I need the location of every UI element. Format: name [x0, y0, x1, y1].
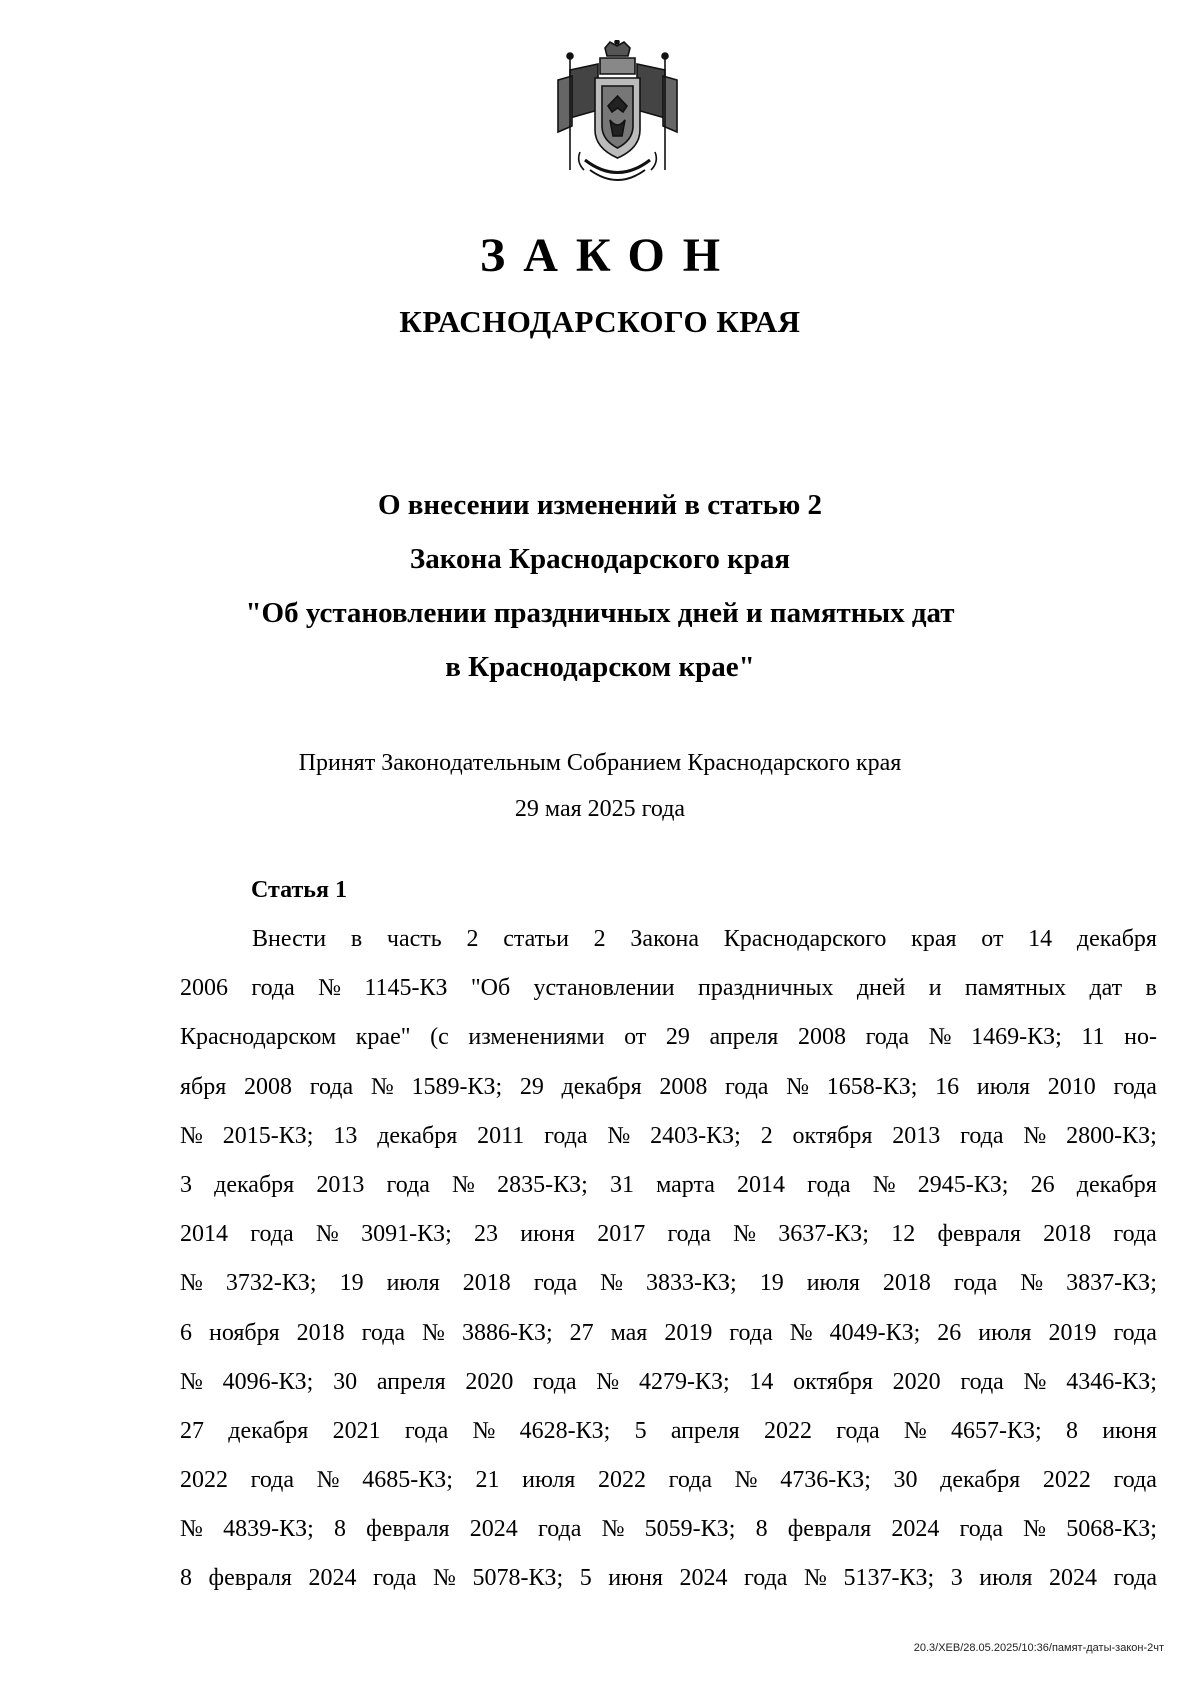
- law-region: КРАСНОДАРСКОГО КРАЯ: [399, 304, 801, 339]
- article-word: №: [903, 1417, 927, 1444]
- article-word: часть: [386, 926, 442, 952]
- article-word: 4096-КЗ;: [222, 1368, 314, 1395]
- article-word: года: [807, 1171, 851, 1198]
- article-word: 2022: [180, 1467, 228, 1494]
- article-word: 4279-КЗ;: [638, 1368, 730, 1395]
- article-word: №: [1023, 1122, 1047, 1149]
- article-word: 2024: [679, 1565, 728, 1592]
- article-word: 30: [893, 1467, 918, 1494]
- article-word: 2014: [180, 1221, 228, 1248]
- article-word: 12: [891, 1221, 916, 1248]
- article-word: №: [1023, 1516, 1047, 1543]
- title-line: Закона Краснодарского края: [409, 543, 791, 575]
- article-text-line: [180, 915, 1157, 964]
- article-text-line: [180, 1063, 1157, 1112]
- article-word: года: [960, 1122, 1004, 1149]
- article-word: 2018: [1043, 1221, 1092, 1248]
- adopted-by: Принят Законодательным Собранием Краснодарского края: [298, 750, 902, 776]
- article-word: 29: [665, 1024, 690, 1051]
- article-word: 8: [180, 1565, 192, 1592]
- article-text-line: [180, 1161, 1157, 1210]
- article-word: 31: [609, 1171, 634, 1198]
- article-word: 5137-КЗ;: [843, 1565, 935, 1592]
- article-text-line: [180, 964, 1157, 1013]
- article-word: 2020: [892, 1368, 941, 1395]
- article-word: 19: [339, 1270, 364, 1297]
- article-word: 4049-КЗ;: [829, 1319, 921, 1346]
- article-word: 1469-КЗ;: [971, 1024, 1062, 1051]
- article-word: года: [251, 975, 295, 1002]
- article-word: 2024: [1049, 1565, 1097, 1592]
- article-word: 14: [749, 1368, 774, 1395]
- article-word: 3732-КЗ;: [225, 1270, 317, 1297]
- article-word: 4657-КЗ;: [951, 1417, 1042, 1444]
- article-word: №: [180, 1368, 203, 1395]
- article-word: №: [433, 1565, 456, 1592]
- article-word: года: [960, 1368, 1004, 1395]
- article-word: года: [668, 1467, 713, 1494]
- article-word: №: [180, 1122, 203, 1149]
- article-word: 4839-КЗ;: [223, 1516, 314, 1543]
- article-word: февраля: [937, 1221, 1021, 1248]
- article-word: 2013: [892, 1122, 941, 1149]
- article-text-line: [180, 1112, 1157, 1161]
- article-word: 26: [1030, 1171, 1055, 1198]
- article-word: декабря: [228, 1417, 309, 1444]
- article-word: года: [667, 1221, 711, 1248]
- article-word: 26: [937, 1319, 962, 1346]
- article-word: 2800-КЗ;: [1066, 1122, 1157, 1149]
- article-word: года: [250, 1221, 294, 1248]
- article-word: года: [404, 1417, 449, 1444]
- article-word: июля: [978, 1319, 1032, 1346]
- article-word: №: [600, 1270, 624, 1297]
- article-word: и: [928, 975, 942, 1002]
- article-word: крае": [355, 1024, 411, 1051]
- article-word: 2015-КЗ;: [222, 1122, 314, 1149]
- article-word: №: [872, 1171, 896, 1198]
- law-title: ЗАКОН: [479, 229, 739, 282]
- article-word: 2: [466, 926, 479, 952]
- article-word: года: [836, 1417, 880, 1444]
- article-word: №: [370, 1073, 394, 1100]
- article-word: 5078-КЗ;: [472, 1565, 564, 1592]
- article-word: №: [928, 1024, 952, 1051]
- article-word: года: [729, 1319, 773, 1346]
- article-word: года: [537, 1516, 582, 1543]
- article-word: 2403-КЗ;: [650, 1122, 741, 1149]
- article-word: 3837-КЗ;: [1066, 1270, 1157, 1297]
- article-word: 2008: [244, 1073, 292, 1100]
- article-word: 21: [475, 1467, 500, 1494]
- article-word: 2024: [469, 1516, 518, 1543]
- article-word: дней: [856, 975, 906, 1002]
- article-word: №: [1020, 1270, 1044, 1297]
- article-word: №: [315, 1221, 339, 1248]
- article-word: дат: [1089, 975, 1123, 1002]
- article-word: №: [733, 1221, 757, 1248]
- article-word: 8: [755, 1516, 768, 1543]
- article-word: декабря: [561, 1073, 642, 1100]
- article-word: №: [734, 1467, 758, 1494]
- article-word: 4736-КЗ;: [780, 1467, 871, 1494]
- title-line: О внесении изменений в статью 2: [377, 489, 823, 521]
- article-word: 5059-КЗ;: [644, 1516, 736, 1543]
- article-word: изменениями: [468, 1024, 605, 1051]
- article-word: июня: [608, 1565, 663, 1592]
- article-word: №: [316, 1467, 340, 1494]
- article-word: марта: [656, 1171, 715, 1198]
- article-word: 2835-КЗ;: [497, 1171, 588, 1198]
- article-word: 4346-КЗ;: [1066, 1368, 1157, 1395]
- article-text-line: [180, 1013, 1157, 1062]
- article-word: 1589-КЗ;: [411, 1073, 503, 1100]
- article-word: 2013: [316, 1171, 365, 1198]
- article-text-line: [180, 1407, 1157, 1456]
- article-word: года: [1113, 1467, 1157, 1494]
- article-word: 2018: [882, 1270, 931, 1297]
- article-word: 13: [333, 1122, 358, 1149]
- article-word: №: [786, 1073, 810, 1100]
- article-word: 2010: [1047, 1073, 1096, 1100]
- article-word: от: [981, 926, 1004, 952]
- article-word: №: [180, 1270, 203, 1297]
- article-word: (с: [430, 1024, 449, 1051]
- article-word: 16: [935, 1073, 960, 1100]
- article-word: 2018: [296, 1319, 345, 1346]
- article-word: 1145-КЗ: [364, 975, 448, 1002]
- article-word: 3091-КЗ;: [361, 1221, 452, 1248]
- article-word: 6: [180, 1319, 192, 1346]
- article-word: декабря: [214, 1171, 295, 1198]
- article-word: но-: [1124, 1024, 1157, 1051]
- article-text-line: [180, 1259, 1157, 1308]
- article-word: Закона: [630, 926, 700, 952]
- article-word: года: [544, 1122, 588, 1149]
- article-word: 19: [759, 1270, 784, 1297]
- article-word: 14: [1028, 926, 1053, 952]
- article-word: статьи: [503, 926, 569, 952]
- title-line: в Краснодарском крае": [445, 651, 755, 683]
- article-heading: Статья 1: [251, 877, 347, 903]
- article-word: 2022: [597, 1467, 646, 1494]
- article-word: мая: [610, 1319, 648, 1346]
- title-line: "Об установлении праздничных дней и памятных дат: [245, 597, 955, 629]
- article-word: 2024: [308, 1565, 357, 1592]
- article-word: 2017: [597, 1221, 646, 1248]
- article-word: года: [1113, 1565, 1157, 1592]
- article-word: ноября: [208, 1319, 280, 1346]
- article-word: декабря: [940, 1467, 1021, 1494]
- article-word: июня: [1102, 1417, 1157, 1444]
- document-title: [0, 478, 1200, 694]
- article-word: года: [1113, 1221, 1157, 1248]
- article-word: 2020: [465, 1368, 514, 1395]
- article-word: 30: [333, 1368, 358, 1395]
- article-word: октября: [793, 1368, 873, 1395]
- article-word: июня: [520, 1221, 575, 1248]
- article-word: 2: [593, 926, 606, 952]
- article-word: июля: [522, 1467, 576, 1494]
- article-word: 23: [474, 1221, 499, 1248]
- article-text-line: [180, 1456, 1157, 1505]
- article-word: 4628-КЗ;: [519, 1417, 611, 1444]
- article-word: апреля: [376, 1368, 446, 1395]
- article-word: декабря: [1076, 1171, 1157, 1198]
- article-word: установлении: [533, 975, 675, 1002]
- article-word: 3: [180, 1171, 192, 1198]
- article-word: года: [386, 1171, 430, 1198]
- article-word: февраля: [366, 1516, 450, 1543]
- article-word: ября: [180, 1073, 227, 1100]
- article-word: края: [911, 926, 957, 952]
- article-word: в: [350, 926, 363, 952]
- article-word: №: [318, 975, 342, 1002]
- article-word: 3886-КЗ;: [461, 1319, 553, 1346]
- article-word: №: [452, 1171, 475, 1198]
- article-word: 8: [333, 1516, 346, 1543]
- article-word: в: [1145, 975, 1157, 1002]
- article-word: 2014: [737, 1171, 786, 1198]
- article-word: года: [959, 1516, 1003, 1543]
- article-word: февраля: [787, 1516, 872, 1543]
- article-word: 2019: [1048, 1319, 1097, 1346]
- article-word: №: [472, 1417, 496, 1444]
- article-word: №: [607, 1122, 631, 1149]
- article-word: 5068-КЗ;: [1066, 1516, 1157, 1543]
- article-word: года: [309, 1073, 354, 1100]
- article-word: №: [804, 1565, 827, 1592]
- article-word: июля: [806, 1270, 860, 1297]
- article-word: "Об: [470, 975, 511, 1002]
- article-word: апреля: [709, 1024, 779, 1051]
- article-word: 11: [1081, 1024, 1105, 1051]
- article-word: 1658-КЗ;: [826, 1073, 918, 1100]
- article-word: №: [601, 1516, 625, 1543]
- article-word: 2006: [180, 975, 228, 1002]
- article-word: праздничных: [697, 975, 834, 1002]
- article-word: Внести: [252, 926, 327, 952]
- article-word: 5: [579, 1565, 592, 1592]
- article-word: 5: [634, 1417, 647, 1444]
- article-word: декабря: [1076, 926, 1157, 952]
- article-word: февраля: [208, 1565, 292, 1592]
- article-text-line: [180, 1309, 1157, 1358]
- article-word: года: [533, 1368, 577, 1395]
- article-word: 2008: [797, 1024, 846, 1051]
- article-word: №: [789, 1319, 813, 1346]
- article-word: декабря: [377, 1122, 458, 1149]
- article-word: №: [180, 1516, 203, 1543]
- article-word: 2011: [477, 1122, 525, 1149]
- article-word: года: [953, 1270, 998, 1297]
- adopted-date: 29 мая 2025 года: [514, 796, 686, 822]
- article-word: года: [533, 1270, 578, 1297]
- article-word: 4685-КЗ;: [362, 1467, 453, 1494]
- article-word: №: [1023, 1368, 1047, 1395]
- coat-of-arms-icon: [550, 40, 685, 190]
- article-word: июля: [976, 1073, 1031, 1100]
- article-text-line: [180, 1358, 1157, 1407]
- article-word: Краснодарском: [180, 1024, 337, 1051]
- article-word: года: [250, 1467, 295, 1494]
- adoption-info: [0, 740, 1200, 832]
- article-word: 2008: [659, 1073, 708, 1100]
- article-word: года: [1113, 1319, 1157, 1346]
- article-word: 2945-КЗ;: [917, 1171, 1009, 1198]
- article-word: июля: [979, 1565, 1033, 1592]
- article-word: от: [624, 1024, 647, 1051]
- article-text-line: [180, 1210, 1157, 1259]
- article-word: 3: [950, 1565, 963, 1592]
- article-word: Краснодарского: [723, 926, 887, 952]
- article-word: 2019: [664, 1319, 713, 1346]
- article-word: октября: [792, 1122, 873, 1149]
- article-text-line: [180, 1505, 1157, 1554]
- article-word: 27: [180, 1417, 204, 1444]
- article-word: июля: [386, 1270, 440, 1297]
- article-word: года: [725, 1073, 769, 1100]
- article-word: №: [422, 1319, 445, 1346]
- article-word: 2018: [462, 1270, 511, 1297]
- article-word: 8: [1065, 1417, 1078, 1444]
- article-word: 2024: [891, 1516, 940, 1543]
- article-word: 27: [569, 1319, 594, 1346]
- article-word: года: [865, 1024, 909, 1051]
- article-word: 3833-КЗ;: [646, 1270, 737, 1297]
- article-word: 2021: [332, 1417, 381, 1444]
- document-code: 20.3/ХЕВ/28.05.2025/10:36/памят-даты-закон-2чт: [913, 1642, 1164, 1654]
- article-text-line: [180, 1554, 1157, 1603]
- article-word: года: [1113, 1073, 1157, 1100]
- article-word: 2: [760, 1122, 773, 1149]
- article-word: 29: [519, 1073, 544, 1100]
- article-word: апреля: [670, 1417, 740, 1444]
- article-word: года: [373, 1565, 417, 1592]
- article-word: 3637-КЗ;: [778, 1221, 869, 1248]
- article-body: [180, 915, 1157, 1604]
- article-word: года: [744, 1565, 788, 1592]
- article-word: 2022: [763, 1417, 812, 1444]
- article-word: года: [361, 1319, 406, 1346]
- article-word: №: [596, 1368, 620, 1395]
- article-word: памятных: [964, 975, 1067, 1002]
- article-word: 2022: [1042, 1467, 1091, 1494]
